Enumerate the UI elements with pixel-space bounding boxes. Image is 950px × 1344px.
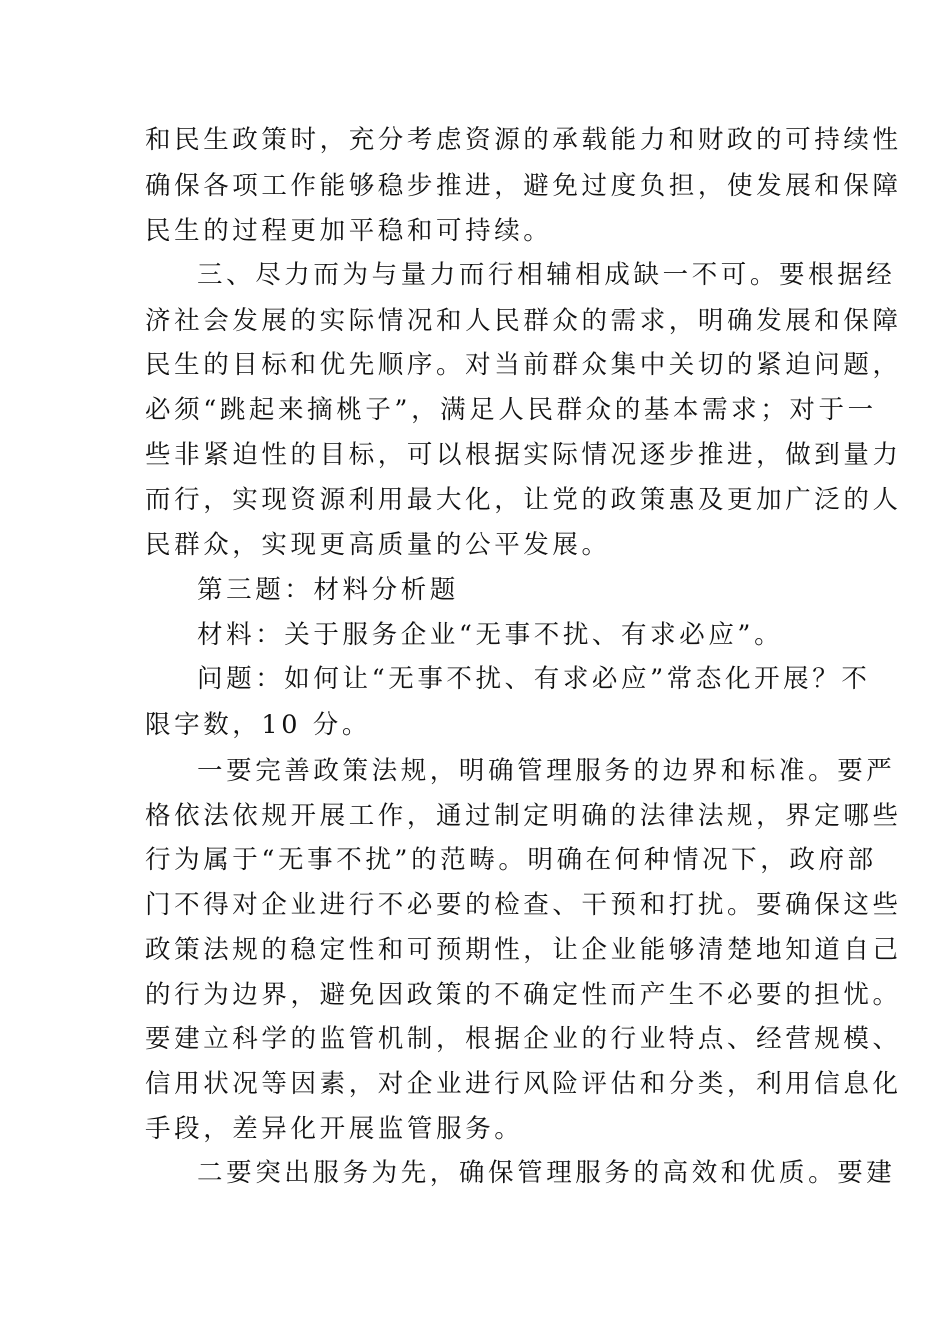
text-line: 信用状况等因素，对企业进行风险评估和分类，利用信息化 <box>145 1069 902 1099</box>
text-line: 民生的过程更加平稳和可持续。 <box>145 216 553 246</box>
text-line: 的行为边界，避免因政策的不确定性而产生不必要的担忧。 <box>145 980 902 1010</box>
text-line: 要建立科学的监管机制，根据企业的行业特点、经营规模、 <box>145 1024 902 1054</box>
text-line: 政策法规的稳定性和可预期性，让企业能够清楚地知道自己 <box>145 935 902 965</box>
text-line: 和民生政策时，充分考虑资源的承载能力和财政的可持续性 <box>145 125 902 155</box>
text-line: 限字数，10 分。 <box>145 710 371 740</box>
text-line: 二要突出服务为先，确保管理服务的高效和优质。要建 <box>197 1158 896 1188</box>
text-line: 济社会发展的实际情况和人民群众的需求，明确发展和保障 <box>145 306 902 336</box>
text-line: 格依法依规开展工作，通过制定明确的法律法规，界定哪些 <box>145 801 902 831</box>
text-line: 民群众，实现更高质量的公平发展。 <box>145 530 611 560</box>
question-line: 问题：如何让“无事不扰、有求必应”常态化开展？不 <box>197 664 871 694</box>
section-heading: 第三题：材料分析题 <box>197 575 459 605</box>
text-line: 而行，实现资源利用最大化，让党的政策惠及更加广泛的人 <box>145 485 902 515</box>
text-line: 民生的目标和优先顺序。对当前群众集中关切的紧迫问题， <box>145 350 902 380</box>
text-line: 些非紧迫性的目标，可以根据实际情况逐步推进，做到量力 <box>145 440 902 470</box>
text-line: 手段，差异化开展监管服务。 <box>145 1114 524 1144</box>
text-line: 确保各项工作能够稳步推进，避免过度负担，使发展和保障 <box>145 171 902 201</box>
text-line: 三、尽力而为与量力而行相辅相成缺一不可。要根据经 <box>197 260 896 290</box>
text-line: 行为属于“无事不扰”的范畴。明确在何种情况下，政府部 <box>145 845 877 875</box>
text-line: 必须“跳起来摘桃子”，满足人民群众的基本需求；对于一 <box>145 395 877 425</box>
text-line: 门不得对企业进行不必要的检查、干预和打扰。要确保这些 <box>145 890 902 920</box>
material-line: 材料：关于服务企业“无事不扰、有求必应”。 <box>197 620 784 650</box>
text-line: 一要完善政策法规，明确管理服务的边界和标准。要严 <box>197 756 896 786</box>
